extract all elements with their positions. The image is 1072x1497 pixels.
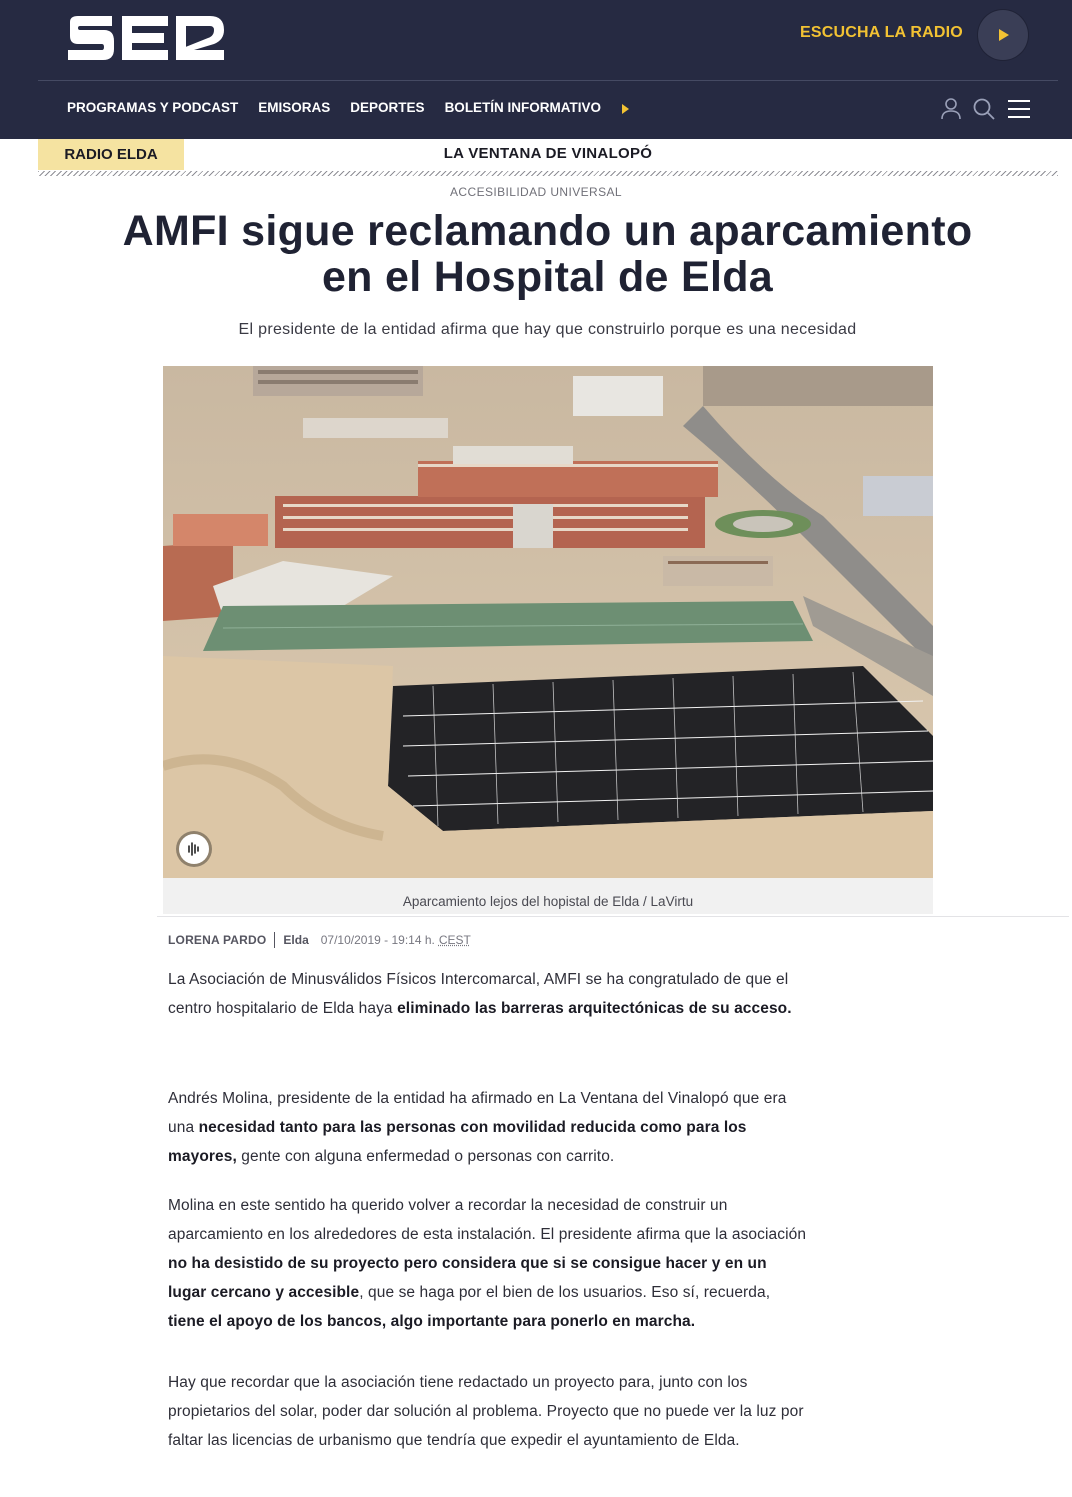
article-paragraph [168,1084,808,1171]
article-paragraph [168,1191,808,1336]
timezone-abbr: CEST [438,933,471,947]
hospital-aerial-image [163,366,933,878]
nav-deportes[interactable]: DEPORTES [350,100,425,115]
article-subhead: El presidente de la entidad afirma que hay que construirlo porque es una necesidad [238,321,857,338]
article-headline: AMFI sigue reclamando un aparcamiento en el Hospital de Elda [122,207,973,301]
listen-radio-link[interactable]: ESCUCHA LA RADIO [800,24,963,41]
photo-caption-text: Aparcamiento lejos del hopistal de Elda / LaVirtu [402,894,694,909]
user-icon[interactable] [940,97,962,121]
ser-logo-icon [66,14,226,62]
ser-logo[interactable] [66,14,226,62]
station-tag[interactable]: RADIO ELDA [38,139,184,170]
paragraph-bold-text: tiene el apoyo de los bancos, algo importante para ponerlo en marcha. [168,1313,696,1330]
article-byline [168,932,471,948]
paragraph-bold-text: no ha desistido de su proyecto pero considera que si se consigue hacer y en un lugar cercano y accesible [168,1255,767,1301]
caption-divider [157,916,1069,917]
article-kicker[interactable]: ACCESIBILIDAD UNIVERSAL [450,185,622,199]
article-paragraph [168,965,808,1023]
location-link[interactable]: Elda [283,933,309,947]
section-divider [38,171,1058,176]
paragraph-text: , que se haga por el bien de los usuarios. Eso sí, recuerda, [359,1284,771,1301]
section-bar [38,139,1058,175]
nav-emisoras[interactable]: EMISORAS [258,100,331,115]
audio-wave-icon[interactable] [179,834,209,864]
main-nav [67,100,601,115]
nav-boletin-informativo[interactable]: BOLETÍN INFORMATIVO [444,100,602,115]
header-divider [38,80,1058,81]
author-link[interactable]: LORENA PARDO [168,933,267,947]
paragraph-text: Hay que recordar que la asociación tiene redactado un proyecto para, junto con los propietarios del solar, poder dar solución al problema. Proyecto que no puede ver la luz por faltar las licencias de urbanismo que tendría que expedir el ayuntamiento de Elda. [168,1374,804,1449]
search-icon[interactable] [972,97,996,121]
paragraph-text: Molina en este sentido ha querido volver a recordar la necesidad de construir un aparcamiento en los alrededores de esta instalación. El presidente afirma que la asociación [168,1197,807,1243]
paragraph-text: gente con alguna enfermedad o personas con carrito. [236,1148,615,1165]
article-paragraph [168,1368,808,1455]
paragraph-bold-text: eliminado las barreras arquitectónicas de su acceso. [397,1000,792,1017]
chevron-right-icon[interactable] [622,104,629,114]
publish-date: 07/10/2019 - 19:14 h. [320,933,435,947]
article-photo[interactable] [163,366,933,878]
play-radio-button[interactable] [978,10,1028,60]
menu-icon[interactable] [1008,99,1030,119]
paragraph-text: Andrés Molina, presidente de la entidad ha afirmado en La Ventana del Vinalopó que era una [168,1090,787,1136]
nav-programas-podcast[interactable]: PROGRAMAS Y PODCAST [67,100,239,115]
program-name-link[interactable]: LA VENTANA DE VINALOPÓ [443,145,653,162]
photo-caption [163,878,933,914]
paragraph-bold-text: necesidad tanto para las personas con movilidad reducida como para los mayores, [168,1119,747,1165]
byline-separator [274,932,275,948]
site-header [0,0,1072,139]
paragraph-text: La Asociación de Minusválidos Físicos Intercomarcal, AMFI se ha congratulado de que el centro hospitalario de Elda haya [168,971,789,1017]
